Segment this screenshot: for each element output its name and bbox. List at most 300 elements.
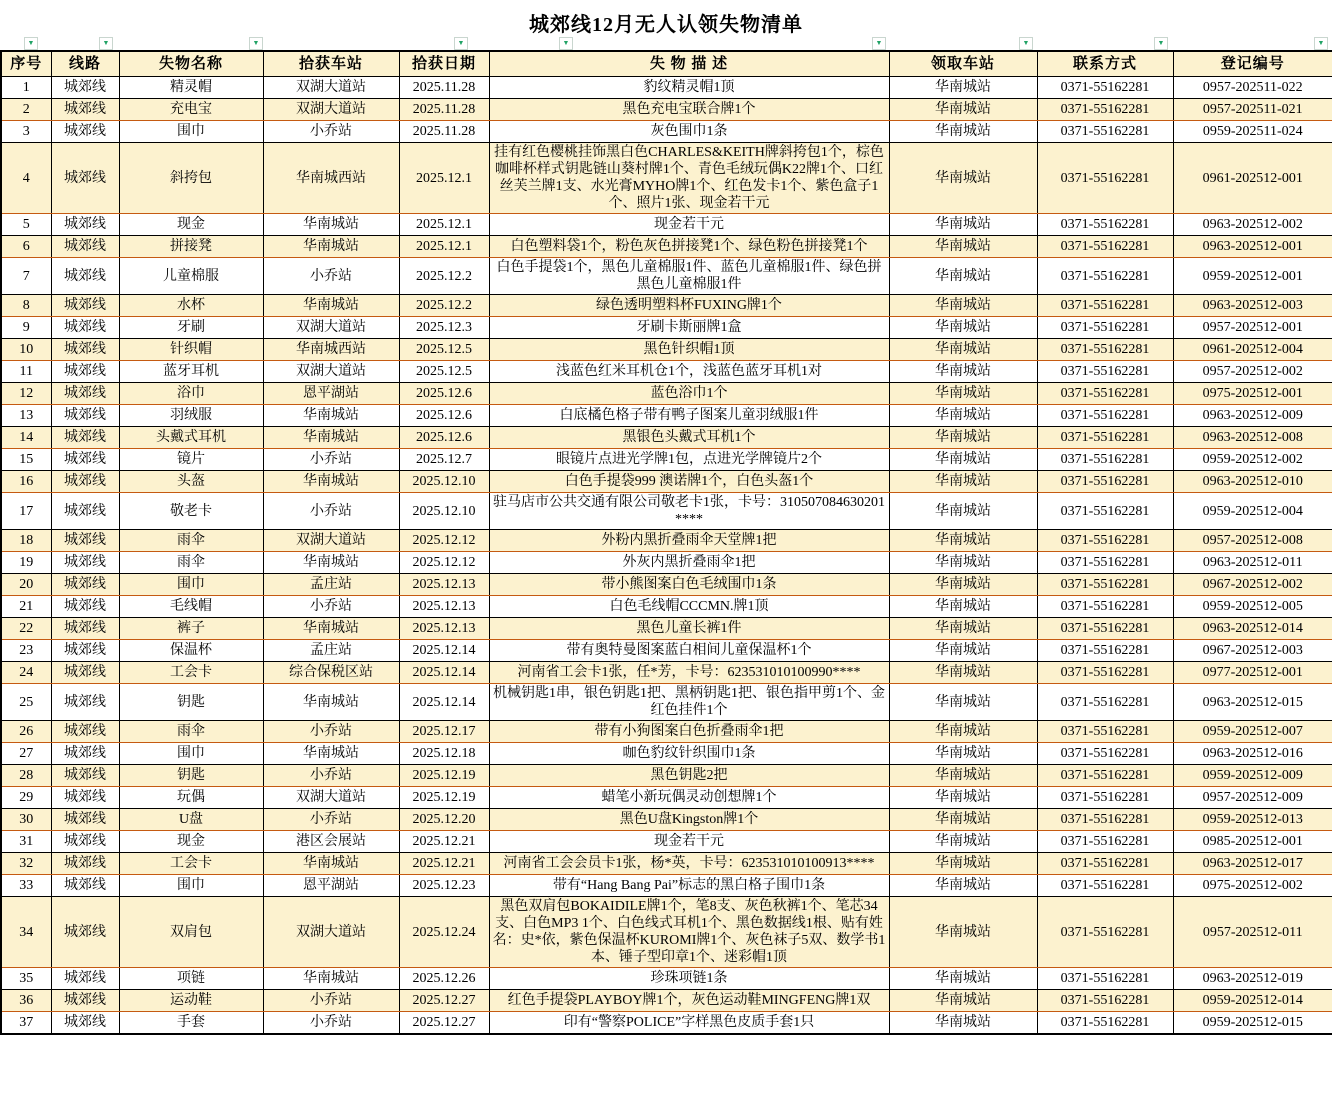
cell-contact: 0371-55162281: [1037, 77, 1173, 99]
cell-contact: 0371-55162281: [1037, 214, 1173, 236]
cell-line: 城郊线: [51, 214, 119, 236]
cell-found_date: 2025.11.28: [399, 121, 489, 143]
cell-reg_no: 0963-202512-015: [1173, 684, 1332, 721]
cell-found_date: 2025.11.28: [399, 77, 489, 99]
column-header-reg_no: 登记编号: [1173, 51, 1332, 77]
cell-found_date: 2025.12.19: [399, 787, 489, 809]
cell-no: 24: [1, 662, 51, 684]
cell-reg_no: 0963-202512-016: [1173, 743, 1332, 765]
cell-reg_no: 0959-202512-005: [1173, 596, 1332, 618]
cell-line: 城郊线: [51, 662, 119, 684]
cell-name: 保温杯: [119, 640, 263, 662]
cell-reg_no: 0957-202511-021: [1173, 99, 1332, 121]
cell-pickup_station: 华南城站: [889, 662, 1037, 684]
column-header-found_station: 拾获车站: [263, 51, 399, 77]
table-row: [1, 662, 1332, 684]
cell-no: 2: [1, 99, 51, 121]
cell-contact: 0371-55162281: [1037, 809, 1173, 831]
table-row: [1, 1012, 1332, 1035]
cell-pickup_station: 华南城站: [889, 897, 1037, 968]
cell-line: 城郊线: [51, 574, 119, 596]
cell-line: 城郊线: [51, 684, 119, 721]
cell-no: 1: [1, 77, 51, 99]
cell-line: 城郊线: [51, 618, 119, 640]
filter-dropdown-icon[interactable]: ▼: [99, 37, 113, 50]
cell-found_date: 2025.12.2: [399, 258, 489, 295]
cell-found_date: 2025.12.6: [399, 427, 489, 449]
cell-found_date: 2025.12.6: [399, 383, 489, 405]
cell-no: 17: [1, 493, 51, 530]
cell-description: 带有“Hang Bang Pai”标志的黑白格子围巾1条: [489, 875, 889, 897]
cell-description: 带有奥特曼图案蓝白相间儿童保温杯1个: [489, 640, 889, 662]
cell-description: 白底橘色格子带有鸭子图案儿童羽绒服1件: [489, 405, 889, 427]
cell-contact: 0371-55162281: [1037, 721, 1173, 743]
cell-contact: 0371-55162281: [1037, 121, 1173, 143]
cell-line: 城郊线: [51, 1012, 119, 1035]
cell-found_station: 华南城站: [263, 427, 399, 449]
cell-name: 现金: [119, 214, 263, 236]
cell-line: 城郊线: [51, 295, 119, 317]
cell-found_station: 双湖大道站: [263, 77, 399, 99]
cell-line: 城郊线: [51, 897, 119, 968]
cell-name: 蓝牙耳机: [119, 361, 263, 383]
table-row: [1, 875, 1332, 897]
cell-no: 22: [1, 618, 51, 640]
table-row: [1, 77, 1332, 99]
cell-reg_no: 0963-202512-001: [1173, 236, 1332, 258]
cell-description: 外粉内黑折叠雨伞天堂牌1把: [489, 530, 889, 552]
cell-found_station: 小乔站: [263, 449, 399, 471]
cell-pickup_station: 华南城站: [889, 809, 1037, 831]
cell-reg_no: 0961-202512-001: [1173, 143, 1332, 214]
cell-no: 28: [1, 765, 51, 787]
cell-no: 33: [1, 875, 51, 897]
column-header-name: 失物名称: [119, 51, 263, 77]
cell-found_date: 2025.12.2: [399, 295, 489, 317]
cell-found_station: 华南城西站: [263, 339, 399, 361]
cell-description: 河南省工会卡1张，任*芳，卡号：623531010100990****: [489, 662, 889, 684]
cell-contact: 0371-55162281: [1037, 99, 1173, 121]
header-row: [1, 51, 1332, 77]
cell-name: 围巾: [119, 743, 263, 765]
column-header-found_date: 拾获日期: [399, 51, 489, 77]
cell-reg_no: 0959-202512-007: [1173, 721, 1332, 743]
filter-dropdown-icon[interactable]: ▼: [1019, 37, 1033, 50]
cell-description: 黑色儿童长裤1件: [489, 618, 889, 640]
cell-found_station: 华南城站: [263, 618, 399, 640]
filter-dropdown-icon[interactable]: ▼: [1314, 37, 1328, 50]
cell-name: 水杯: [119, 295, 263, 317]
cell-pickup_station: 华南城站: [889, 743, 1037, 765]
cell-name: 钥匙: [119, 765, 263, 787]
cell-reg_no: 0959-202512-014: [1173, 990, 1332, 1012]
cell-name: 精灵帽: [119, 77, 263, 99]
cell-description: 黑银色头戴式耳机1个: [489, 427, 889, 449]
cell-name: 儿童棉服: [119, 258, 263, 295]
cell-pickup_station: 华南城站: [889, 258, 1037, 295]
cell-line: 城郊线: [51, 552, 119, 574]
cell-description: 挂有红色樱桃挂饰黑白色CHARLES&KEITH牌斜挎包1个，棕色咖啡杯样式钥匙链山葵村牌1个、青色毛绒玩偶K22牌1个、口红丝芙兰牌1支、水光膏MYHO牌1个、红色发卡1个、紫色盒子1个、照片1张、现金若干元: [489, 143, 889, 214]
cell-pickup_station: 华南城站: [889, 383, 1037, 405]
cell-description: 河南省工会会员卡1张，杨*英，卡号：623531010100913****: [489, 853, 889, 875]
cell-pickup_station: 华南城站: [889, 831, 1037, 853]
cell-pickup_station: 华南城站: [889, 236, 1037, 258]
cell-found_station: 双湖大道站: [263, 99, 399, 121]
cell-line: 城郊线: [51, 875, 119, 897]
cell-found_station: 孟庄站: [263, 574, 399, 596]
cell-no: 9: [1, 317, 51, 339]
cell-contact: 0371-55162281: [1037, 596, 1173, 618]
cell-line: 城郊线: [51, 809, 119, 831]
cell-description: 白色毛线帽CCCMN.牌1顶: [489, 596, 889, 618]
table-row: [1, 383, 1332, 405]
table-row: [1, 574, 1332, 596]
cell-reg_no: 0963-202512-017: [1173, 853, 1332, 875]
filter-dropdown-icon[interactable]: ▼: [24, 37, 38, 50]
cell-line: 城郊线: [51, 99, 119, 121]
column-header-pickup_station: 领取车站: [889, 51, 1037, 77]
cell-description: 黑色针织帽1顶: [489, 339, 889, 361]
filter-dropdown-icon[interactable]: ▼: [249, 37, 263, 50]
cell-line: 城郊线: [51, 743, 119, 765]
cell-pickup_station: 华南城站: [889, 765, 1037, 787]
cell-found_date: 2025.12.13: [399, 574, 489, 596]
cell-found_station: 华南城站: [263, 552, 399, 574]
cell-name: 钥匙: [119, 684, 263, 721]
table-row: [1, 143, 1332, 214]
cell-no: 27: [1, 743, 51, 765]
cell-contact: 0371-55162281: [1037, 317, 1173, 339]
cell-found_date: 2025.12.13: [399, 596, 489, 618]
cell-pickup_station: 华南城站: [889, 427, 1037, 449]
cell-reg_no: 0963-202512-003: [1173, 295, 1332, 317]
cell-line: 城郊线: [51, 721, 119, 743]
cell-reg_no: 0985-202512-001: [1173, 831, 1332, 853]
cell-contact: 0371-55162281: [1037, 831, 1173, 853]
cell-reg_no: 0959-202512-002: [1173, 449, 1332, 471]
cell-no: 14: [1, 427, 51, 449]
table-row: [1, 743, 1332, 765]
cell-name: 手套: [119, 1012, 263, 1035]
cell-contact: 0371-55162281: [1037, 875, 1173, 897]
cell-reg_no: 0963-202512-008: [1173, 427, 1332, 449]
cell-found_date: 2025.12.12: [399, 552, 489, 574]
cell-found_date: 2025.12.21: [399, 853, 489, 875]
cell-pickup_station: 华南城站: [889, 968, 1037, 990]
cell-found_station: 恩平湖站: [263, 383, 399, 405]
cell-contact: 0371-55162281: [1037, 574, 1173, 596]
cell-pickup_station: 华南城站: [889, 787, 1037, 809]
table-row: [1, 99, 1332, 121]
cell-line: 城郊线: [51, 493, 119, 530]
cell-found_station: 恩平湖站: [263, 875, 399, 897]
cell-found_date: 2025.12.5: [399, 339, 489, 361]
table-row: [1, 765, 1332, 787]
cell-line: 城郊线: [51, 990, 119, 1012]
cell-contact: 0371-55162281: [1037, 618, 1173, 640]
cell-name: 羽绒服: [119, 405, 263, 427]
cell-found_station: 双湖大道站: [263, 361, 399, 383]
table-row: [1, 787, 1332, 809]
cell-description: 牙刷卡斯丽牌1盒: [489, 317, 889, 339]
cell-contact: 0371-55162281: [1037, 990, 1173, 1012]
cell-line: 城郊线: [51, 427, 119, 449]
cell-name: 围巾: [119, 121, 263, 143]
cell-contact: 0371-55162281: [1037, 449, 1173, 471]
cell-name: 现金: [119, 831, 263, 853]
filter-dropdown-icon[interactable]: ▼: [454, 37, 468, 50]
cell-no: 15: [1, 449, 51, 471]
cell-contact: 0371-55162281: [1037, 1012, 1173, 1035]
table-row: [1, 853, 1332, 875]
cell-name: 围巾: [119, 875, 263, 897]
table-row: [1, 552, 1332, 574]
cell-found_date: 2025.12.19: [399, 765, 489, 787]
cell-contact: 0371-55162281: [1037, 853, 1173, 875]
cell-pickup_station: 华南城站: [889, 214, 1037, 236]
filter-dropdown-icon[interactable]: ▼: [872, 37, 886, 50]
cell-no: 8: [1, 295, 51, 317]
table-row: [1, 361, 1332, 383]
filter-dropdown-icon[interactable]: ▼: [559, 37, 573, 50]
cell-name: U盘: [119, 809, 263, 831]
cell-pickup_station: 华南城站: [889, 471, 1037, 493]
cell-reg_no: 0957-202512-009: [1173, 787, 1332, 809]
cell-found_date: 2025.12.3: [399, 317, 489, 339]
table-row: [1, 831, 1332, 853]
cell-no: 25: [1, 684, 51, 721]
cell-reg_no: 0957-202512-001: [1173, 317, 1332, 339]
cell-line: 城郊线: [51, 853, 119, 875]
cell-reg_no: 0963-202512-010: [1173, 471, 1332, 493]
cell-no: 26: [1, 721, 51, 743]
cell-line: 城郊线: [51, 339, 119, 361]
cell-description: 黑色钥匙2把: [489, 765, 889, 787]
cell-pickup_station: 华南城站: [889, 143, 1037, 214]
cell-found_date: 2025.12.20: [399, 809, 489, 831]
cell-found_station: 小乔站: [263, 721, 399, 743]
table-row: [1, 236, 1332, 258]
cell-pickup_station: 华南城站: [889, 77, 1037, 99]
table-row: [1, 427, 1332, 449]
cell-description: 白色塑料袋1个，粉色灰色拼接凳1个、绿色粉色拼接凳1个: [489, 236, 889, 258]
cell-found_date: 2025.12.24: [399, 897, 489, 968]
cell-found_station: 综合保税区站: [263, 662, 399, 684]
cell-contact: 0371-55162281: [1037, 787, 1173, 809]
cell-line: 城郊线: [51, 530, 119, 552]
cell-found_date: 2025.12.14: [399, 684, 489, 721]
cell-found_station: 双湖大道站: [263, 317, 399, 339]
cell-pickup_station: 华南城站: [889, 618, 1037, 640]
cell-line: 城郊线: [51, 787, 119, 809]
table-row: [1, 405, 1332, 427]
cell-line: 城郊线: [51, 236, 119, 258]
cell-contact: 0371-55162281: [1037, 258, 1173, 295]
cell-name: 敬老卡: [119, 493, 263, 530]
table-row: [1, 596, 1332, 618]
column-header-line: 线路: [51, 51, 119, 77]
cell-reg_no: 0963-202512-009: [1173, 405, 1332, 427]
cell-name: 玩偶: [119, 787, 263, 809]
cell-no: 21: [1, 596, 51, 618]
cell-found_station: 孟庄站: [263, 640, 399, 662]
cell-contact: 0371-55162281: [1037, 743, 1173, 765]
cell-line: 城郊线: [51, 640, 119, 662]
cell-description: 黑色双肩包BOKAIDILE牌1个，笔8支、灰色秋裤1个、笔芯34支、白色MP3 1个、白色线式耳机1个、黑色数据线1根、贴有姓名：史*依，紫色保温杯KUROMI牌1个、灰色袜子5双、数学书1本、锤子型印章1个、迷彩帽1顶: [489, 897, 889, 968]
cell-pickup_station: 华南城站: [889, 493, 1037, 530]
cell-found_station: 华南城站: [263, 853, 399, 875]
cell-found_date: 2025.12.23: [399, 875, 489, 897]
cell-line: 城郊线: [51, 77, 119, 99]
cell-found_date: 2025.12.1: [399, 214, 489, 236]
cell-found_station: 小乔站: [263, 258, 399, 295]
cell-found_date: 2025.12.13: [399, 618, 489, 640]
cell-no: 16: [1, 471, 51, 493]
cell-pickup_station: 华南城站: [889, 721, 1037, 743]
cell-found_date: 2025.12.17: [399, 721, 489, 743]
cell-no: 31: [1, 831, 51, 853]
cell-reg_no: 0959-202512-004: [1173, 493, 1332, 530]
cell-description: 蜡笔小新玩偶灵动创想牌1个: [489, 787, 889, 809]
table-row: [1, 471, 1332, 493]
table-row: [1, 493, 1332, 530]
cell-name: 充电宝: [119, 99, 263, 121]
cell-no: 3: [1, 121, 51, 143]
cell-no: 36: [1, 990, 51, 1012]
cell-reg_no: 0961-202512-004: [1173, 339, 1332, 361]
cell-contact: 0371-55162281: [1037, 295, 1173, 317]
cell-no: 19: [1, 552, 51, 574]
cell-reg_no: 0959-202512-009: [1173, 765, 1332, 787]
cell-description: 白色手提袋1个，黑色儿童棉服1件、蓝色儿童棉服1件、绿色拼黑色儿童棉服1件: [489, 258, 889, 295]
cell-found_date: 2025.12.21: [399, 831, 489, 853]
column-header-description: 失 物 描 述: [489, 51, 889, 77]
cell-no: 4: [1, 143, 51, 214]
table-row: [1, 258, 1332, 295]
cell-no: 7: [1, 258, 51, 295]
cell-found_station: 华南城站: [263, 684, 399, 721]
cell-reg_no: 0977-202512-001: [1173, 662, 1332, 684]
cell-found_date: 2025.12.5: [399, 361, 489, 383]
cell-found_station: 小乔站: [263, 596, 399, 618]
cell-description: 浅蓝色红米耳机仓1个，浅蓝色蓝牙耳机1对: [489, 361, 889, 383]
cell-pickup_station: 华南城站: [889, 361, 1037, 383]
cell-reg_no: 0963-202512-002: [1173, 214, 1332, 236]
cell-pickup_station: 华南城站: [889, 875, 1037, 897]
cell-name: 头戴式耳机: [119, 427, 263, 449]
cell-description: 白色手提袋999 澳诺牌1个，白色头盔1个: [489, 471, 889, 493]
cell-name: 拼接凳: [119, 236, 263, 258]
cell-name: 斜挎包: [119, 143, 263, 214]
cell-found_station: 华南城站: [263, 236, 399, 258]
cell-description: 绿色透明塑料杯FUXING牌1个: [489, 295, 889, 317]
cell-no: 11: [1, 361, 51, 383]
cell-contact: 0371-55162281: [1037, 383, 1173, 405]
cell-line: 城郊线: [51, 361, 119, 383]
cell-name: 项链: [119, 968, 263, 990]
cell-found_date: 2025.12.1: [399, 236, 489, 258]
cell-contact: 0371-55162281: [1037, 765, 1173, 787]
cell-description: 现金若干元: [489, 831, 889, 853]
cell-name: 针织帽: [119, 339, 263, 361]
cell-found_station: 小乔站: [263, 493, 399, 530]
table-row: [1, 721, 1332, 743]
cell-contact: 0371-55162281: [1037, 493, 1173, 530]
cell-found_date: 2025.12.1: [399, 143, 489, 214]
cell-contact: 0371-55162281: [1037, 640, 1173, 662]
table-row: [1, 295, 1332, 317]
cell-found_station: 华南城站: [263, 405, 399, 427]
cell-pickup_station: 华南城站: [889, 640, 1037, 662]
cell-name: 牙刷: [119, 317, 263, 339]
cell-reg_no: 0963-202512-011: [1173, 552, 1332, 574]
cell-description: 蓝色浴巾1个: [489, 383, 889, 405]
cell-found_station: 华南城站: [263, 471, 399, 493]
cell-reg_no: 0957-202512-002: [1173, 361, 1332, 383]
cell-pickup_station: 华南城站: [889, 853, 1037, 875]
cell-found_date: 2025.12.10: [399, 471, 489, 493]
cell-reg_no: 0959-202511-024: [1173, 121, 1332, 143]
cell-pickup_station: 华南城站: [889, 530, 1037, 552]
cell-found_date: 2025.12.14: [399, 640, 489, 662]
cell-description: 豹纹精灵帽1顶: [489, 77, 889, 99]
cell-name: 工会卡: [119, 662, 263, 684]
cell-description: 驻马店市公共交通有限公司敬老卡1张，卡号：310507084630201****: [489, 493, 889, 530]
cell-pickup_station: 华南城站: [889, 552, 1037, 574]
cell-pickup_station: 华南城站: [889, 339, 1037, 361]
cell-found_date: 2025.12.27: [399, 990, 489, 1012]
cell-found_date: 2025.12.7: [399, 449, 489, 471]
cell-description: 珍珠项链1条: [489, 968, 889, 990]
cell-reg_no: 0959-202512-013: [1173, 809, 1332, 831]
table-row: [1, 897, 1332, 968]
table-row: [1, 640, 1332, 662]
filter-dropdown-icon[interactable]: ▼: [1154, 37, 1168, 50]
cell-line: 城郊线: [51, 471, 119, 493]
cell-name: 围巾: [119, 574, 263, 596]
cell-reg_no: 0957-202512-011: [1173, 897, 1332, 968]
cell-pickup_station: 华南城站: [889, 990, 1037, 1012]
cell-line: 城郊线: [51, 449, 119, 471]
cell-found_station: 双湖大道站: [263, 897, 399, 968]
cell-reg_no: 0957-202511-022: [1173, 77, 1332, 99]
cell-contact: 0371-55162281: [1037, 427, 1173, 449]
cell-contact: 0371-55162281: [1037, 684, 1173, 721]
cell-name: 雨伞: [119, 721, 263, 743]
cell-name: 裤子: [119, 618, 263, 640]
cell-reg_no: 0975-202512-001: [1173, 383, 1332, 405]
cell-reg_no: 0957-202512-008: [1173, 530, 1332, 552]
cell-contact: 0371-55162281: [1037, 361, 1173, 383]
cell-contact: 0371-55162281: [1037, 968, 1173, 990]
cell-no: 20: [1, 574, 51, 596]
table-row: [1, 339, 1332, 361]
cell-found_station: 小乔站: [263, 765, 399, 787]
cell-contact: 0371-55162281: [1037, 897, 1173, 968]
cell-pickup_station: 华南城站: [889, 684, 1037, 721]
cell-line: 城郊线: [51, 383, 119, 405]
cell-no: 23: [1, 640, 51, 662]
table-row: [1, 968, 1332, 990]
cell-contact: 0371-55162281: [1037, 339, 1173, 361]
cell-found_station: 小乔站: [263, 1012, 399, 1035]
cell-no: 12: [1, 383, 51, 405]
cell-description: 红色手提袋PLAYBOY牌1个，灰色运动鞋MINGFENG牌1双: [489, 990, 889, 1012]
cell-no: 5: [1, 214, 51, 236]
cell-found_date: 2025.12.6: [399, 405, 489, 427]
cell-found_date: 2025.11.28: [399, 99, 489, 121]
cell-reg_no: 0963-202512-019: [1173, 968, 1332, 990]
